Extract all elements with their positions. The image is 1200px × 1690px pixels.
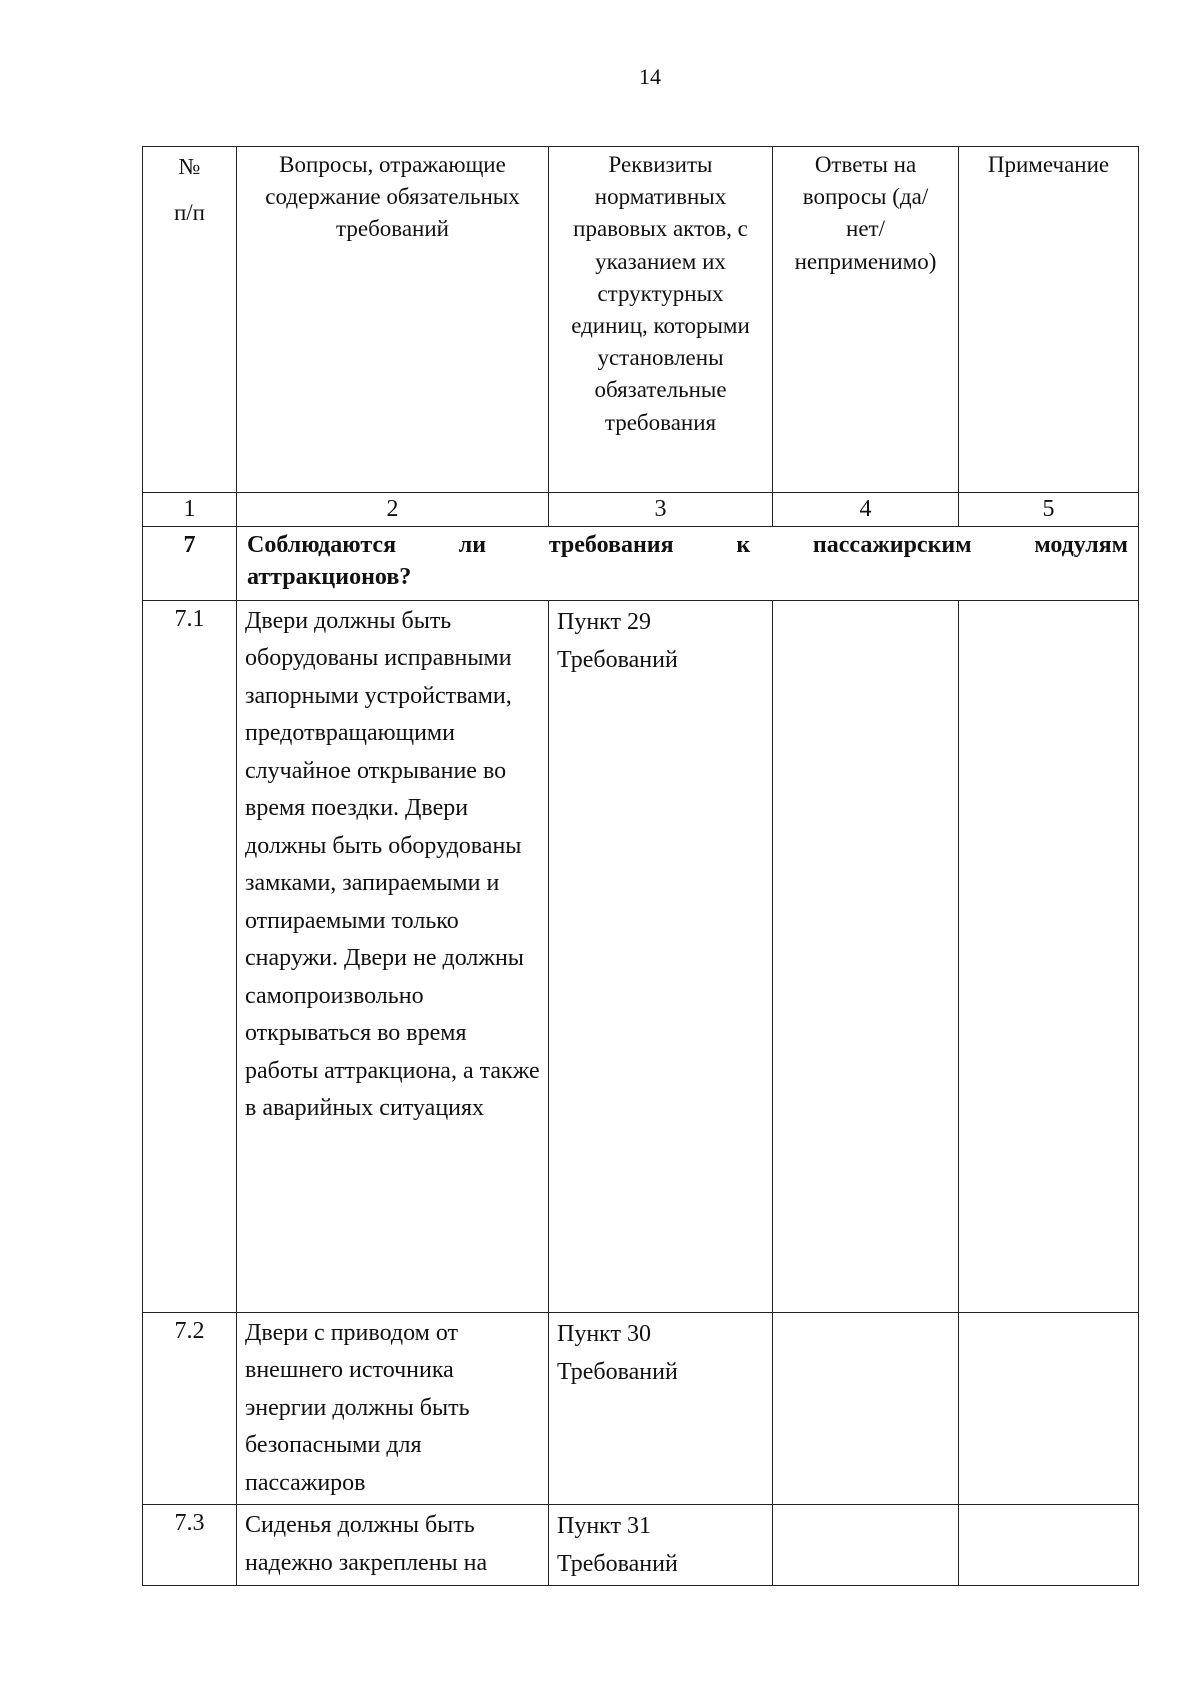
- row-note: [959, 1312, 1139, 1505]
- header-number: [143, 147, 237, 493]
- section-title: [237, 526, 1139, 600]
- section-number: 7: [143, 526, 237, 600]
- table-row: [143, 600, 1139, 1312]
- header-references: Реквизиты нормативных правовых актов, с указанием их структурных единиц, которыми установлены обязательные требования: [549, 147, 773, 493]
- row-note: [959, 600, 1139, 1312]
- header-answers: Ответы на вопросы (да/нет/ неприменимо): [773, 147, 959, 493]
- row-answer: [773, 1505, 959, 1586]
- page-number: 14: [639, 64, 661, 89]
- index-cell: 3: [549, 493, 773, 527]
- table-row: [143, 1505, 1139, 1586]
- header-questions: Вопросы, отражающие содержание обязательных требований: [237, 147, 549, 493]
- index-cell: 2: [237, 493, 549, 527]
- number-sign: №: [178, 154, 201, 179]
- row-answer: [773, 1312, 959, 1505]
- row-number: 7.3: [143, 1505, 237, 1586]
- table-header-row: [143, 147, 1139, 493]
- row-question: Двери должны быть оборудованы исправными запорными устройствами, предотвращающими случайное открывание во время поездки. Двери должны быть оборудованы замками, запираемыми и отпираемыми только снаружи. Двери не должны самопроизвольно открываться во время работы аттракциона, а также в аварийных ситуациях: [237, 600, 549, 1312]
- row-question: Двери с приводом от внешнего источника энергии должны быть безопасными для пассажиров: [237, 1312, 549, 1505]
- index-row: [143, 493, 1139, 527]
- index-cell: 5: [959, 493, 1139, 527]
- row-number: 7.2: [143, 1312, 237, 1505]
- requirements-table: [142, 146, 1139, 1586]
- index-cell: 1: [143, 493, 237, 527]
- index-cell: 4: [773, 493, 959, 527]
- section-title-line2: аттракционов?: [247, 564, 412, 591]
- table-row: [143, 1312, 1139, 1505]
- section-row: [143, 526, 1139, 600]
- section-title-line1: Соблюдаются ли требования к пассажирским модулям: [247, 531, 1128, 558]
- number-sub: п/п: [173, 200, 205, 226]
- row-answer: [773, 600, 959, 1312]
- row-reference: Пункт 30 Требований: [549, 1312, 773, 1505]
- row-reference: Пункт 29 Требований: [549, 600, 773, 1312]
- header-note: Примечание: [959, 147, 1139, 493]
- row-question: Сиденья должны быть надежно закреплены на: [237, 1505, 549, 1586]
- row-note: [959, 1505, 1139, 1586]
- row-reference: Пункт 31 Требований: [549, 1505, 773, 1586]
- row-number: 7.1: [143, 600, 237, 1312]
